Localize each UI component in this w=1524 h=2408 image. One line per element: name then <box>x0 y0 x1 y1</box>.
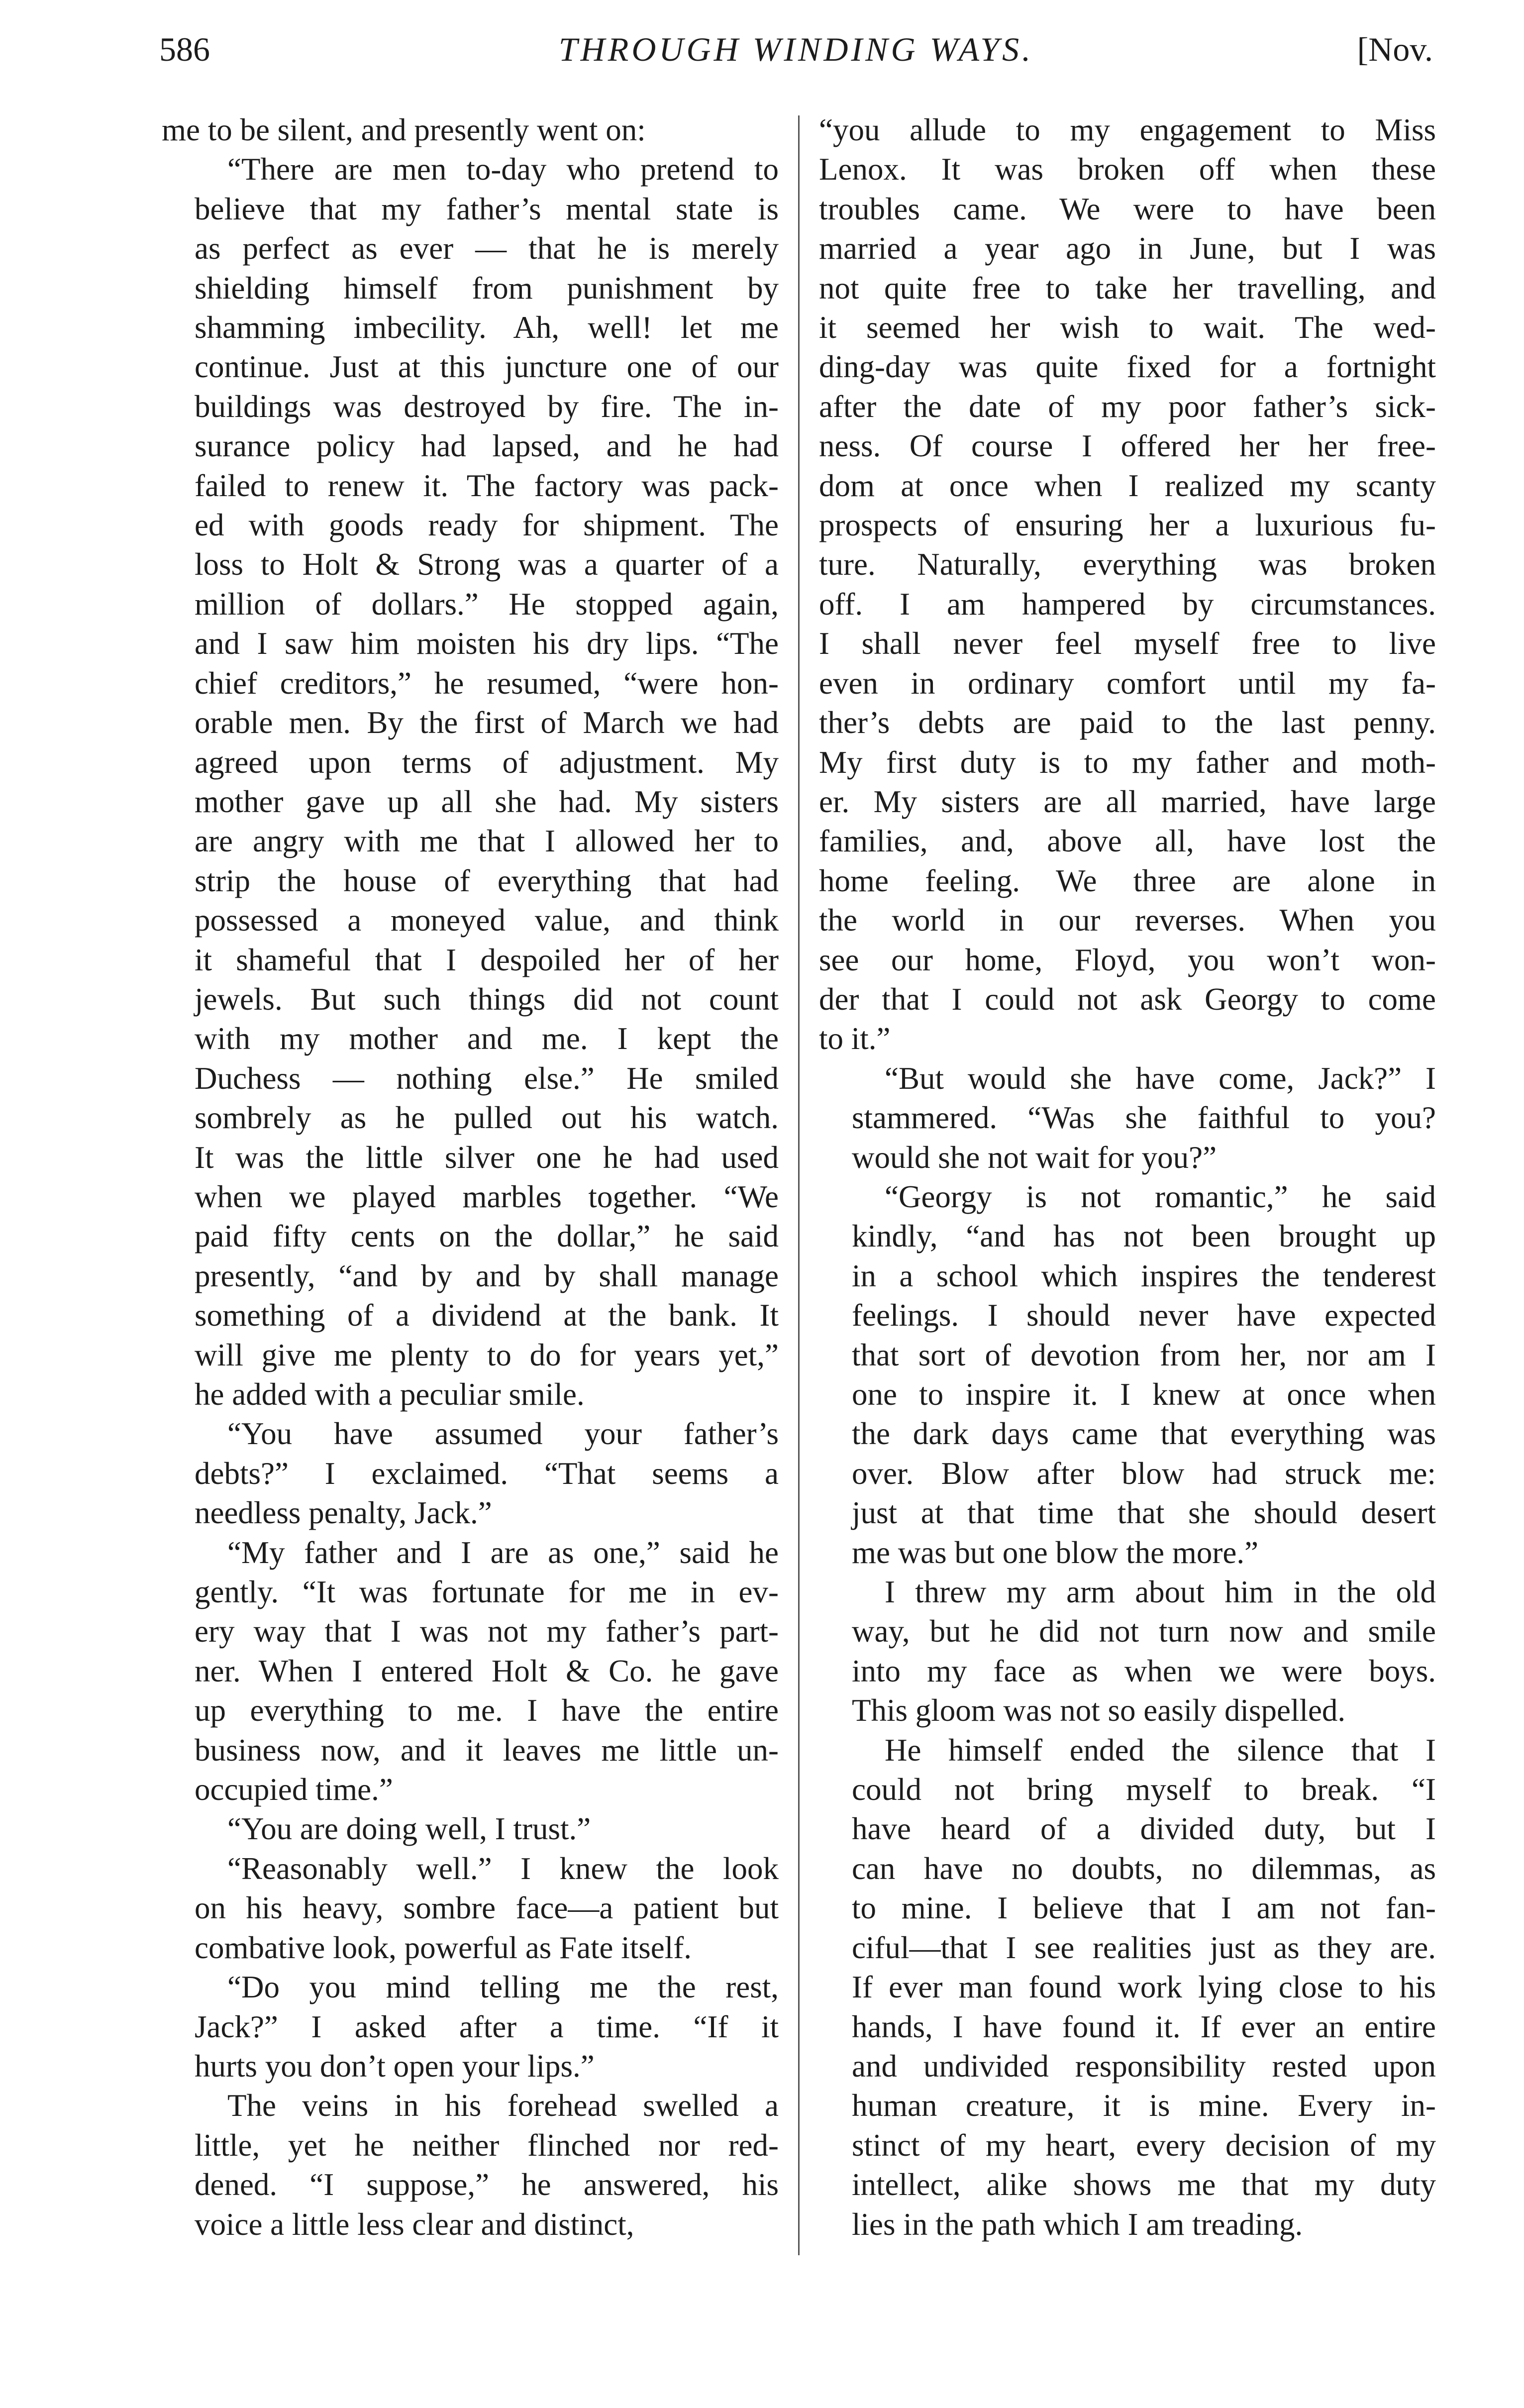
right-column <box>819 110 1436 2244</box>
text-line: even in ordinary comfort until my fa- <box>819 665 1436 701</box>
text-line: and undivided responsibility rested upon <box>852 2048 1436 2084</box>
text-line: “You have assumed your father’s <box>227 1416 779 1452</box>
text-line: Jack?” I asked after a time. “If it <box>195 2009 779 2044</box>
text-line: human creature, it is mine. Every in- <box>852 2088 1436 2123</box>
text-line: “Georgy is not romantic,” he said <box>885 1179 1436 1214</box>
text-line: me to be silent, and presently went on: <box>162 112 646 147</box>
text-line: loss to Holt & Strong was a quarter of a <box>195 547 779 582</box>
paragraph <box>819 1572 1436 1731</box>
text-line: It was the little silver one he had used <box>195 1140 779 1175</box>
text-line: My first duty is to my father and moth- <box>819 744 1436 780</box>
text-line: ery way that I was not my father’s part- <box>195 1614 779 1649</box>
text-line: Lenox. It was broken off when these <box>819 152 1436 187</box>
text-line: it seemed her wish to wait. The wed- <box>819 310 1436 345</box>
text-line: strip the house of everything that had <box>195 863 779 898</box>
text-line: failed to renew it. The factory was pack- <box>195 468 779 503</box>
text-line: chief creditors,” he resumed, “were hon- <box>195 665 779 701</box>
text-line: ther’s debts are paid to the last penny. <box>819 705 1436 740</box>
text-line: possessed a moneyed value, and think <box>195 903 779 938</box>
paragraph <box>162 1849 779 1968</box>
text-line: er. My sisters are all married, have large <box>819 784 1436 819</box>
text-line: paid fifty cents on the dollar,” he said <box>195 1219 779 1254</box>
paragraph <box>162 150 779 1414</box>
text-line: ness. Of course I offered her her free- <box>819 428 1436 464</box>
text-line: agreed upon terms of adjustment. My <box>195 744 779 780</box>
text-line: ding-day was quite fixed for a fortnight <box>819 349 1436 385</box>
text-line: troubles came. We were to have been <box>819 191 1436 226</box>
text-line: not quite free to take her travelling, and <box>819 270 1436 306</box>
text-line: after the date of my poor father’s sick- <box>819 389 1436 424</box>
text-line: ciful—that I see realities just as they are. <box>852 1930 1436 1965</box>
text-line: up everything to me. I have the entire <box>195 1693 779 1728</box>
text-line: presently, “and by and by shall manage <box>195 1258 779 1293</box>
text-line: “You are doing well, I trust.” <box>227 1811 591 1847</box>
text-line: needless penalty, Jack.” <box>195 1495 492 1531</box>
text-line: way, but he did not turn now and smile <box>852 1614 1436 1649</box>
text-line: are angry with me that I allowed her to <box>195 824 779 859</box>
paragraph <box>162 1414 779 1533</box>
text-line: with my mother and me. I kept the <box>195 1021 779 1056</box>
text-line: This gloom was not so easily dispelled. <box>852 1693 1346 1728</box>
text-line: dened. “I suppose,” he answered, his <box>195 2167 779 2202</box>
paragraph <box>162 1968 779 2086</box>
paragraph <box>162 1809 779 1849</box>
text-line: hands, I have found it. If ever an entire <box>852 2009 1436 2044</box>
text-line: stammered. “Was she faithful to you? <box>852 1100 1436 1136</box>
text-line: married a year ago in June, but I was <box>819 231 1436 266</box>
text-line: “you allude to my engagement to Miss <box>819 112 1436 147</box>
paragraph <box>819 1177 1436 1572</box>
text-line: Duchess — nothing else.” He smiled <box>195 1060 779 1096</box>
text-line: million of dollars.” He stopped again, <box>195 586 779 622</box>
text-line: If ever man found work lying close to his <box>852 1970 1436 2005</box>
text-line: can have no doubts, no dilemmas, as <box>852 1851 1436 1886</box>
text-line: ner. When I entered Holt & Co. he gave <box>195 1653 779 1688</box>
text-line: and I saw him moisten his dry lips. “The <box>195 626 779 661</box>
text-line: families, and, above all, have lost the <box>819 824 1436 859</box>
running-month: [Nov. <box>1357 30 1433 68</box>
paragraph <box>819 1731 1436 2244</box>
text-line: the dark days came that everything was <box>852 1416 1436 1452</box>
text-line: over. Blow after blow had struck me: <box>852 1456 1436 1491</box>
text-line: I threw my arm about him in the old <box>885 1574 1436 1610</box>
column-divider <box>798 115 800 2255</box>
text-line: surance policy had lapsed, and he had <box>195 428 779 464</box>
text-line: business now, and it leaves me little un- <box>195 1732 779 1768</box>
text-line: debts?” I exclaimed. “That seems a <box>195 1456 779 1491</box>
text-line: off. I am hampered by circumstances. <box>819 586 1436 622</box>
text-line: “Do you mind telling me the rest, <box>227 1970 779 2005</box>
text-line: ed with goods ready for shipment. The <box>195 508 779 543</box>
paragraph <box>819 1059 1436 1177</box>
text-line: to mine. I believe that I am not fan- <box>852 1890 1436 1926</box>
text-line: that sort of devotion from her, nor am I <box>852 1337 1436 1372</box>
paragraph <box>819 110 1436 1059</box>
text-line: intellect, alike shows me that my duty <box>852 2167 1436 2202</box>
text-line: in a school which inspires the tenderest <box>852 1258 1436 1293</box>
text-line: voice a little less clear and distinct, <box>195 2206 634 2242</box>
text-line: something of a dividend at the bank. It <box>195 1298 779 1333</box>
text-line: orable men. By the first of March we had <box>195 705 779 740</box>
text-line: me was but one blow the more.” <box>852 1535 1259 1570</box>
text-line: The veins in his forehead swelled a <box>227 2088 779 2123</box>
text-line: home feeling. We three are alone in <box>819 863 1436 898</box>
text-line: just at that time that she should desert <box>852 1495 1436 1531</box>
text-line: “My father and I are as one,” said he <box>227 1535 779 1570</box>
text-line: into my face as when we were boys. <box>852 1653 1436 1688</box>
text-line: the world in our reverses. When you <box>819 903 1436 938</box>
text-line: combative look, powerful as Fate itself. <box>195 1930 692 1965</box>
paragraph <box>162 110 779 150</box>
text-line: believe that my father’s mental state is <box>195 191 779 226</box>
text-line: as perfect as ever — that he is merely <box>195 231 779 266</box>
text-line: could not bring myself to break. “I <box>852 1772 1436 1807</box>
text-line: see our home, Floyd, you won’t won- <box>819 942 1436 977</box>
text-line: sombrely as he pulled out his watch. <box>195 1100 779 1136</box>
text-line: stinct of my heart, every decision of my <box>852 2127 1436 2163</box>
text-line: it shameful that I despoiled her of her <box>195 942 779 977</box>
text-line: kindly, “and has not been brought up <box>852 1219 1436 1254</box>
text-line: der that I could not ask Georgy to come <box>819 981 1436 1017</box>
text-line: would she not wait for you?” <box>852 1140 1217 1175</box>
text-line: on his heavy, sombre face—a patient but <box>195 1890 779 1926</box>
running-title: THROUGH WINDING WAYS. <box>558 30 1034 68</box>
left-column <box>162 110 779 2244</box>
text-line: buildings was destroyed by fire. The in- <box>195 389 779 424</box>
text-line: feelings. I should never have expected <box>852 1298 1436 1333</box>
text-line: lies in the path which I am treading. <box>852 2206 1303 2242</box>
text-line: “But would she have come, Jack?” I <box>885 1060 1436 1096</box>
text-line: have heard of a divided duty, but I <box>852 1811 1436 1847</box>
text-line: one to inspire it. I knew at once when <box>852 1377 1436 1412</box>
text-line: jewels. But such things did not count <box>195 981 779 1017</box>
text-line: when we played marbles together. “We <box>195 1179 779 1214</box>
page-header <box>159 30 1433 85</box>
text-line: he added with a peculiar smile. <box>195 1377 585 1412</box>
text-line: continue. Just at this juncture one of our <box>195 349 779 385</box>
paragraph <box>162 2086 779 2244</box>
text-line: shamming imbecility. Ah, well! let me <box>195 310 779 345</box>
text-line: dom at once when I realized my scanty <box>819 468 1436 503</box>
text-line: “Reasonably well.” I knew the look <box>227 1851 779 1886</box>
text-line: occupied time.” <box>195 1772 393 1807</box>
text-line: He himself ended the silence that I <box>885 1732 1436 1768</box>
text-line: to it.” <box>819 1021 891 1056</box>
paragraph <box>162 1533 779 1810</box>
text-line: will give me plenty to do for years yet,” <box>195 1337 779 1372</box>
text-line: I shall never feel myself free to live <box>819 626 1436 661</box>
text-line: hurts you don’t open your lips.” <box>195 2048 595 2084</box>
text-line: mother gave up all she had. My sisters <box>195 784 779 819</box>
text-line: ture. Naturally, everything was broken <box>819 547 1436 582</box>
text-line: shielding himself from punishment by <box>195 270 779 306</box>
text-line: “There are men to-day who pretend to <box>227 152 779 187</box>
page-number: 586 <box>159 30 210 68</box>
text-line: gently. “It was fortunate for me in ev- <box>195 1574 779 1610</box>
text-line: little, yet he neither flinched nor red- <box>195 2127 779 2163</box>
text-line: prospects of ensuring her a luxurious fu- <box>819 508 1436 543</box>
